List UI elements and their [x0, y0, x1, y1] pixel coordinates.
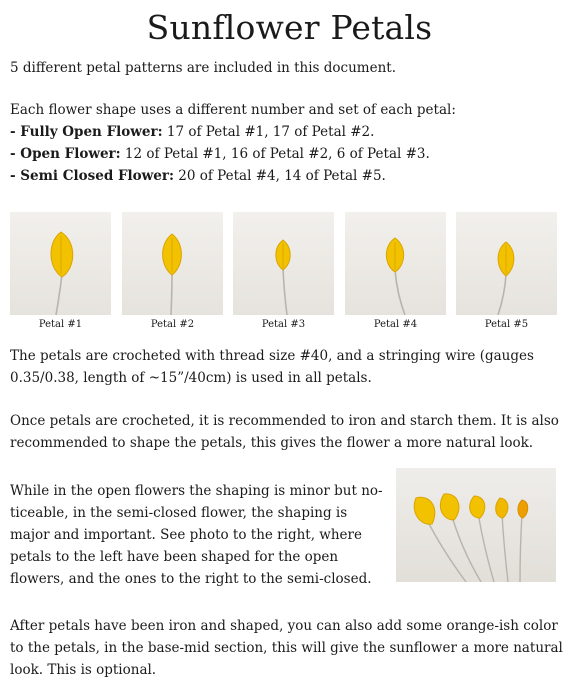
petal-photo-icon	[345, 212, 446, 315]
page-title: Sunflower Petals	[146, 8, 433, 47]
color-paragraph: After petals have been iron and shaped, you can also add some orange-ish color to the petals, in the base-mid section, this will give the sunflower a more natural look. This is optional.	[10, 618, 563, 678]
shaping-paragraph: While in the open flowers the shaping is minor but no-ticeable, in the semi-closed flower, the shaping is major and important. See photo to the right, where petals to the left have been shaped for the open flowers, and the ones to the right to the semi-closed.	[10, 483, 383, 587]
petal-photo-3	[233, 212, 334, 332]
petal-photo-icon	[122, 212, 223, 315]
shape-text: 20 of Petal #4, 14 of Petal #5.	[173, 168, 386, 184]
petal-photo-icon	[456, 212, 557, 315]
iron-paragraph: Once petals are crocheted, it is recommended to iron and starch them. It is also recommended to shape the petals, this gives the flower a more natural look.	[10, 413, 559, 451]
photo-caption: Petal #2	[150, 319, 195, 330]
shape-text: 12 of Petal #1, 16 of Petal #2, 6 of Petal #3.	[120, 146, 430, 162]
shapes-paragraph	[10, 99, 570, 187]
photo-caption: Petal #5	[484, 319, 529, 330]
photo-caption: Petal #1	[38, 319, 83, 330]
petal-photo-row	[10, 212, 570, 334]
petal-photo-icon	[10, 212, 111, 315]
petal-photo-2	[122, 212, 223, 332]
shape-line-semi-closed	[10, 165, 570, 187]
shapes-intro: Each flower shape uses a different number and set of each petal:	[10, 102, 456, 118]
shape-text: 17 of Petal #1, 17 of Petal #2.	[162, 124, 375, 140]
shaped-petals-photo	[396, 468, 556, 582]
petal-photo-5	[456, 212, 557, 332]
photo-caption: Petal #3	[261, 319, 306, 330]
petal-photo-1	[10, 212, 111, 332]
shape-line-open	[10, 143, 570, 165]
petal-photo-icon	[233, 212, 334, 315]
shape-line-fully-open	[10, 121, 570, 143]
shape-label: - Open Flower:	[10, 146, 121, 162]
shape-label: - Semi Closed Flower:	[10, 168, 174, 184]
intro-paragraph: 5 different petal patterns are included in this document.	[10, 60, 397, 76]
wire-paragraph: The petals are crocheted with thread size #40, and a stringing wire (gauges 0.35/0.38, length of ~15”/40cm) is used in all petals.	[10, 348, 534, 386]
photo-caption: Petal #4	[373, 319, 418, 330]
shape-label: - Fully Open Flower:	[10, 124, 163, 140]
petal-photo-4	[345, 212, 446, 332]
